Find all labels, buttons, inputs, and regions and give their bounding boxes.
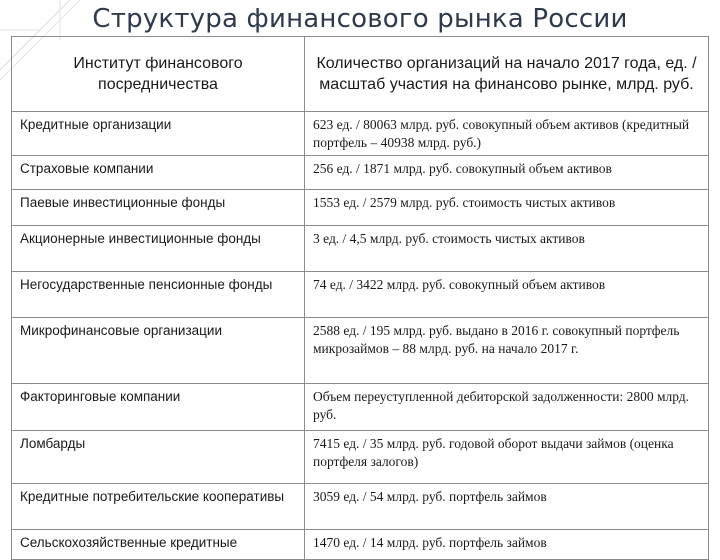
institution-cell: Микрофинансовые организации [12,318,305,384]
table-row [12,156,709,190]
institution-cell: Акционерные инвестиционные фонды [12,226,305,272]
table-row [12,272,709,318]
table-row [12,318,709,384]
value-cell: Объем переуступленной дебиторской задолженности: 2800 млрд. руб. [305,384,709,431]
value-cell: 256 ед. / 1871 млрд. руб. совокупный объем активов [305,156,709,190]
institution-cell: Кредитные потребительские кооперативы [12,484,305,530]
institution-cell: Ломбарды [12,431,305,484]
value-cell: 1553 ед. / 2579 млрд. руб. стоимость чистых активов [305,190,709,226]
table-row [12,190,709,226]
value-cell: 74 ед. / 3422 млрд. руб. совокупный объем активов [305,272,709,318]
institution-cell: Негосударственные пенсионные фонды [12,272,305,318]
institution-cell: Сельскохозяйственные кредитные [12,530,305,560]
table-row [12,530,709,560]
table-row [12,384,709,431]
column-header-institution: Институт финансового посредничества [12,37,305,112]
table-row [12,112,709,156]
value-cell: 3059 ед. / 54 млрд. руб. портфель займов [305,484,709,530]
financial-market-table [11,36,709,560]
value-cell: 2588 ед. / 195 млрд. руб. выдано в 2016 г. совокупный портфель микрозаймов – 88 млрд. руб. на начало 2017 г. [305,318,709,384]
table-row [12,484,709,530]
value-cell: 3 ед. / 4,5 млрд. руб. стоимость чистых активов [305,226,709,272]
page-title: Структура финансового рынка России [92,4,628,34]
institution-cell: Страховые компании [12,156,305,190]
value-cell: 623 ед. / 80063 млрд. руб. совокупный объем активов (кредитный портфель – 40938 млрд. руб.) [305,112,709,156]
value-cell: 1470 ед. / 14 млрд. руб. портфель займов [305,530,709,560]
table-row [12,431,709,484]
institution-cell: Факторинговые компании [12,384,305,431]
institution-cell: Кредитные организации [12,112,305,156]
column-header-count: Количество организаций на начало 2017 года, ед. / масштаб участия на финансово рынке, млрд. руб. [305,37,709,112]
value-cell: 7415 ед. / 35 млрд. руб. годовой оборот выдачи займов (оценка портфеля залогов) [305,431,709,484]
table-header-row [12,37,709,112]
institution-cell: Паевые инвестиционные фонды [12,190,305,226]
table-row [12,226,709,272]
